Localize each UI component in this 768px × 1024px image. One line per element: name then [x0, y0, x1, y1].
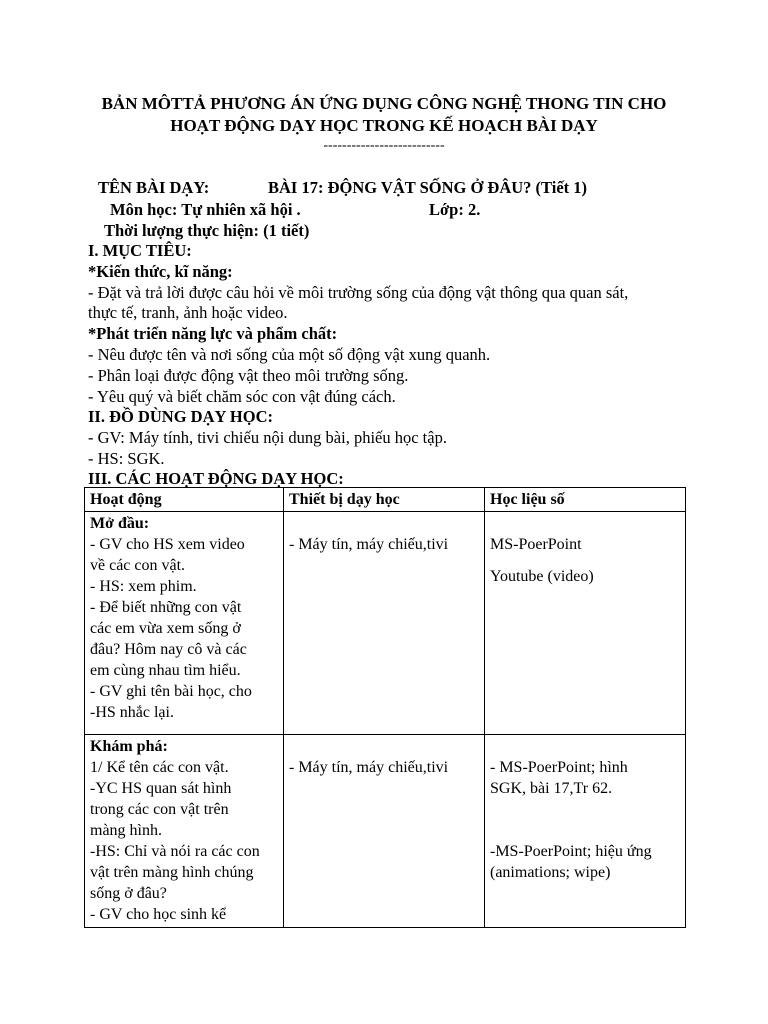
- section1-line5: - Yêu quý và biết chăm sóc con vật đúng cách.: [88, 387, 396, 406]
- activity-line: các em vừa xem sống ở: [90, 620, 241, 637]
- activity-line: đâu? Hôm nay cô và các: [90, 641, 247, 658]
- resource-line: -MS-PoerPoint; hiệu ứng: [490, 843, 652, 860]
- resource-line: - MS-PoerPoint; hình: [490, 759, 628, 776]
- equipment-cell: [284, 735, 485, 928]
- activity-line: sống ở đâu?: [90, 885, 167, 902]
- table-header-row: [85, 488, 686, 512]
- equipment-cell: [284, 512, 485, 735]
- activity-line: - GV ghi tên bài học, cho: [90, 683, 252, 700]
- section1-line4: - Phân loại được động vật theo môi trường sống.: [88, 366, 409, 385]
- activity-line: -HS nhắc lại.: [90, 704, 174, 721]
- doc-title-line2: HOẠT ĐỘNG DẠY HỌC TRONG KẾ HOẠCH BÀI DẠY: [170, 116, 598, 135]
- activity-line: -HS: Chỉ và nói ra các con: [90, 843, 260, 860]
- resource-line: Youtube (video): [490, 568, 594, 585]
- activities-table: [84, 487, 686, 928]
- section1-line3: - Nêu được tên và nơi sống của một số động vật xung quanh.: [88, 345, 491, 364]
- section1-sub2: *Phát triển năng lực và phẩm chất:: [88, 324, 338, 343]
- section1-heading: I. MỤC TIÊU:: [88, 241, 192, 260]
- section1-line1: - Đặt và trả lời được câu hỏi về môi trường sống của động vật thông qua quan sát,: [88, 283, 629, 302]
- lesson-name-value: BÀI 17: ĐỘNG VẬT SỐNG Ở ĐÂU? (Tiết 1): [268, 178, 588, 197]
- activity-line: - Để biết những con vật: [90, 599, 242, 616]
- activity-cell: [85, 735, 284, 928]
- activity-line: về các con vật.: [90, 557, 186, 574]
- section3-heading: III. CÁC HOẠT ĐỘNG DẠY HỌC:: [88, 469, 344, 488]
- equipment-text: - Máy tín, máy chiếu,tivi: [289, 536, 449, 553]
- activity-line: - GV cho HS xem video: [90, 536, 245, 553]
- activity-line: -YC HS quan sát hình: [90, 780, 232, 797]
- section2-heading: II. ĐỒ DÙNG DẠY HỌC:: [88, 407, 274, 426]
- activity-cell: [85, 512, 284, 735]
- resource-line: [490, 820, 680, 841]
- resources-cell: [485, 735, 686, 928]
- table-row: [85, 512, 686, 735]
- activity-title: Mở đầu:: [90, 515, 150, 532]
- lesson-subject: Môn học: Tự nhiên xã hội .: [110, 200, 301, 219]
- section1-line2: thực tế, tranh, ảnh hoặc video.: [88, 303, 288, 322]
- section2-line2: - HS: SGK.: [88, 449, 165, 468]
- activity-line: 1/ Kể tên các con vật.: [90, 759, 229, 776]
- activity-line: em cùng nhau tìm hiểu.: [90, 662, 241, 679]
- section1-sub1: *Kiến thức, kĩ năng:: [88, 262, 233, 281]
- resource-line: (animations; wipe): [490, 864, 611, 881]
- column-header: Hoạt động: [85, 488, 284, 512]
- activity-line: vật trên màng hình chúng: [90, 864, 254, 881]
- resources-cell: [485, 512, 686, 735]
- activity-line: màng hình.: [90, 822, 162, 839]
- activity-line: - GV cho học sinh kể: [90, 906, 227, 923]
- section2-line1: - GV: Máy tính, tivi chiếu nội dung bài, phiếu học tập.: [88, 428, 447, 447]
- table-row: [85, 735, 686, 928]
- lesson-grade: Lớp: 2.: [429, 200, 481, 219]
- resource-line: SGK, bài 17,Tr 62.: [490, 780, 613, 797]
- resource-line: [490, 799, 680, 820]
- equipment-text: - Máy tín, máy chiếu,tivi: [289, 759, 449, 776]
- lesson-name-label: TÊN BÀI DẠY:: [98, 178, 210, 197]
- column-header: Học liệu số: [485, 488, 686, 512]
- lesson-duration: Thời lượng thực hiện: (1 tiết): [104, 221, 310, 240]
- activity-title: Khám phá:: [90, 738, 168, 755]
- activity-line: - HS: xem phim.: [90, 578, 197, 595]
- resource-line: MS-PoerPoint: [490, 536, 582, 553]
- title-separator: --------------------------: [323, 138, 445, 153]
- doc-title-line1: BẢN MÔTTẢ PHƯƠNG ÁN ỨNG DỤNG CÔNG NGHỆ THONG TIN CHO: [101, 94, 667, 113]
- column-header: Thiết bị dạy học: [284, 488, 485, 512]
- activity-line: trong các con vật trên: [90, 801, 229, 818]
